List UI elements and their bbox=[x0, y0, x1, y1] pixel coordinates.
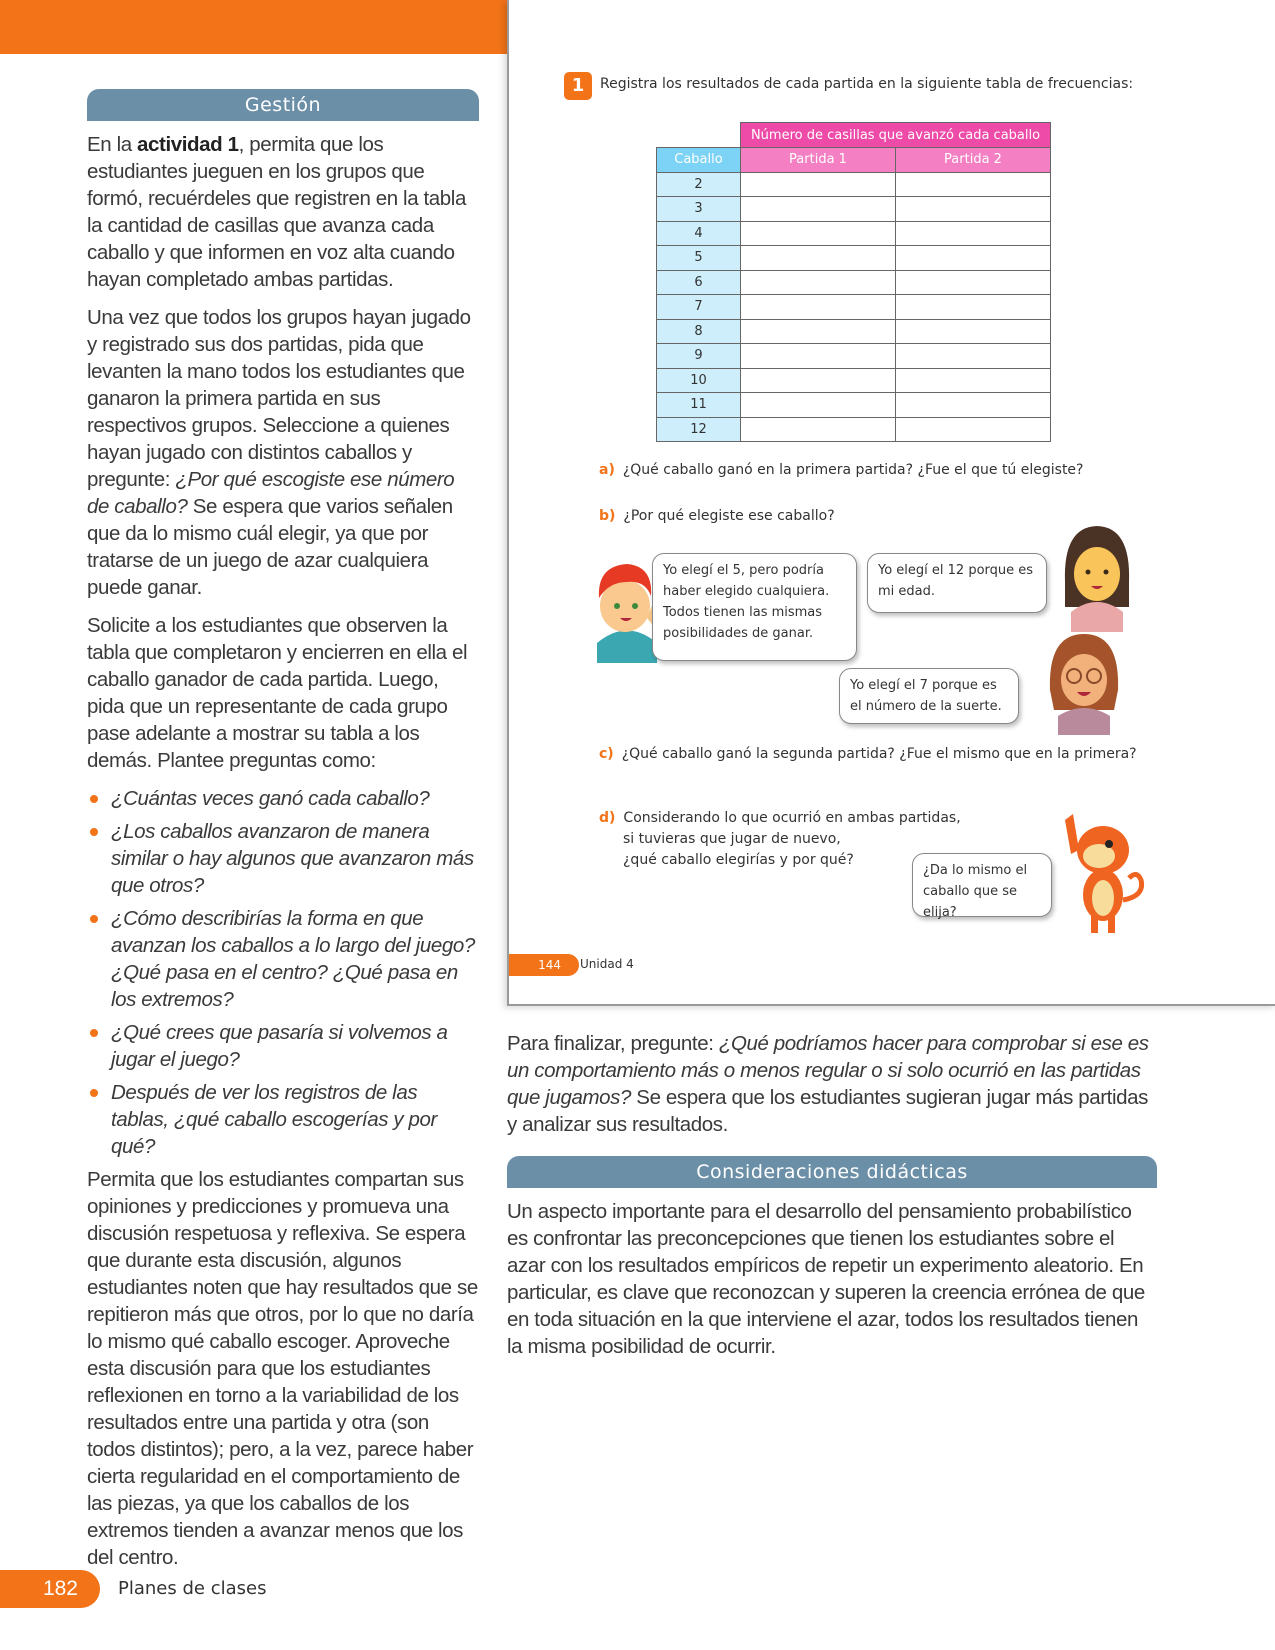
activity-reference: actividad 1 bbox=[137, 133, 239, 156]
table-row bbox=[657, 319, 1051, 344]
student-page-number bbox=[509, 954, 579, 976]
text: Para finalizar, pregunte: bbox=[507, 1032, 719, 1055]
table-row bbox=[657, 270, 1051, 295]
list-item: ¿Los caballos avanzaron de manera similar o hay algunos que avanzaron más que otros? bbox=[87, 818, 479, 899]
partida-2-cell[interactable] bbox=[896, 246, 1051, 271]
partida-2-cell[interactable] bbox=[896, 270, 1051, 295]
girl2-speech-bubble: Yo elegí el 7 porque es el número de la suerte. bbox=[839, 668, 1019, 724]
text: En la bbox=[87, 133, 138, 156]
partida-1-cell[interactable] bbox=[741, 368, 896, 393]
question-letter: c) bbox=[599, 746, 614, 762]
table-row bbox=[657, 221, 1051, 246]
list-item: ¿Cómo describirías la forma en que avanzan los caballos a lo largo del juego? ¿Qué pasa en el centro? ¿Qué pasa en los extremos? bbox=[87, 905, 479, 1013]
question-letter: a) bbox=[599, 462, 615, 478]
gestion-column bbox=[87, 89, 479, 1582]
horse-number: 5 bbox=[657, 246, 741, 271]
student-page-thumbnail bbox=[507, 0, 1275, 1006]
column-header-partida-2: Partida 2 bbox=[896, 148, 1051, 173]
closing-section bbox=[507, 1030, 1157, 1371]
question-letter: b) bbox=[599, 508, 616, 524]
question-text: ¿Por qué elegiste ese caballo? bbox=[623, 508, 835, 524]
table-corner bbox=[657, 123, 741, 148]
partida-1-cell[interactable] bbox=[741, 246, 896, 271]
list-item: ¿Qué crees que pasaría si volvemos a jugar el juego? bbox=[87, 1019, 479, 1073]
mascot-speech-bubble: ¿Da lo mismo el caballo que se elija? bbox=[912, 853, 1052, 917]
boy-speech-bubble: Yo elegí el 5, pero podría haber elegido cualquiera. Todos tienen las mismas posibilidades de ganar. bbox=[652, 553, 857, 661]
list-item: Después de ver los registros de las tablas, ¿qué caballo escogerías y por qué? bbox=[87, 1079, 479, 1160]
page-footer bbox=[0, 1570, 300, 1608]
text: Se espera que varios señalen que da lo mismo cuál elegir, ya que por tratarse de un juego de azar cualquiera puede ganar. bbox=[87, 495, 453, 599]
column-header-partida-1: Partida 1 bbox=[741, 148, 896, 173]
text: 182 bbox=[42, 1577, 78, 1600]
table-row bbox=[657, 295, 1051, 320]
horse-number: 4 bbox=[657, 221, 741, 246]
monkey-mascot-icon bbox=[1059, 810, 1149, 935]
partida-1-cell[interactable] bbox=[741, 319, 896, 344]
question-text: si tuvieras que jugar de nuevo, bbox=[623, 831, 841, 847]
horse-number: 2 bbox=[657, 172, 741, 197]
question-a bbox=[599, 462, 1083, 478]
gestion-paragraph-1 bbox=[87, 131, 479, 293]
partida-2-cell[interactable] bbox=[896, 172, 1051, 197]
partida-2-cell[interactable] bbox=[896, 319, 1051, 344]
gestion-header: Gestión bbox=[87, 89, 479, 121]
partida-1-cell[interactable] bbox=[741, 197, 896, 222]
partida-2-cell[interactable] bbox=[896, 344, 1051, 369]
page-number bbox=[0, 1570, 100, 1608]
partida-2-cell[interactable] bbox=[896, 368, 1051, 393]
activity-number-badge: 1 bbox=[564, 72, 592, 100]
partida-1-cell[interactable] bbox=[741, 172, 896, 197]
top-orange-bar bbox=[0, 0, 510, 54]
closing-paragraph bbox=[507, 1030, 1157, 1138]
gestion-paragraph-2 bbox=[87, 304, 479, 601]
table-row bbox=[657, 172, 1051, 197]
girl1-speech-bubble: Yo elegí el 12 porque es mi edad. bbox=[867, 553, 1047, 613]
question-text: ¿Qué caballo ganó la segunda partida? ¿Fue el mismo que en la primera? bbox=[621, 746, 1137, 762]
horse-number: 9 bbox=[657, 344, 741, 369]
frequency-table bbox=[656, 122, 1051, 442]
question-text: ¿Qué caballo ganó en la primera partida? ¿Fue el que tú elegiste? bbox=[622, 462, 1084, 478]
partida-2-cell[interactable] bbox=[896, 393, 1051, 418]
question-b bbox=[599, 508, 835, 524]
text: Se espera que los estudiantes sugieran jugar más partidas y analizar sus resultados. bbox=[507, 1086, 1148, 1136]
girl-with-glasses-character-icon bbox=[1044, 630, 1124, 735]
question-italic: ¿Por qué escogiste ese número de caballo? bbox=[87, 468, 455, 518]
girl-character-icon bbox=[1057, 522, 1137, 632]
consideraciones-paragraph: Un aspecto importante para el desarrollo del pensamiento probabilístico es confrontar las preconcepciones que tienen los estudiantes sobre el azar con los resultados empíricos de repetir un experimento aleatorio. En particular, es clave que reconozcan y superen la creencia errónea de que en toda situación en la que interviene el azar, todos los resultados tienen la misma posibilidad de ocurrir. bbox=[507, 1200, 1145, 1358]
table-row bbox=[657, 197, 1051, 222]
unit-label: Unidad 4 bbox=[580, 957, 634, 971]
partida-1-cell[interactable] bbox=[741, 221, 896, 246]
partida-1-cell[interactable] bbox=[741, 344, 896, 369]
horse-number: 7 bbox=[657, 295, 741, 320]
section-label: Planes de clases bbox=[118, 1578, 267, 1599]
question-text: ¿qué caballo elegirías y por qué? bbox=[623, 852, 854, 868]
question-italic: ¿Qué podríamos hacer para comprobar si ese es un comportamiento más o menos regular o si solo ocurrió en las partidas que jugamos? bbox=[507, 1032, 1149, 1109]
column-header-caballo: Caballo bbox=[657, 148, 741, 173]
list-item: ¿Cuántas veces ganó cada caballo? bbox=[87, 785, 479, 812]
gestion-paragraph-3: Solicite a los estudiantes que observen la tabla que completaron y encierren en ella el caballo ganador de cada partida. Luego, pida que un representante de cada grupo pase adelante a mostrar su tabla a los demás. Plantee preguntas como: bbox=[87, 614, 468, 772]
question-letter: d) bbox=[599, 810, 616, 826]
gestion-paragraph-4: Permita que los estudiantes compartan sus opiniones y predicciones y promueva una discusión respetuosa y reflexiva. Se espera que durante esta discusión, algunos estudiantes noten que hay resultados que se repitieron más que otros, por lo que no daría lo mismo qué caballo escoger. Aproveche esta discusión para que los estudiantes reflexionen en torno a la variabilidad de los resultados entre una partida y otra (son todos distintos); pero, a la vez, parece haber cierta regularidad en el comportamiento de las piezas, ya que los caballos de los extremos tienden a avanzar menos que los del centro. bbox=[87, 1168, 478, 1569]
partida-2-cell[interactable] bbox=[896, 197, 1051, 222]
question-c bbox=[599, 746, 1137, 762]
activity-title: Registra los resultados de cada partida en la siguiente tabla de frecuencias: bbox=[600, 76, 1134, 92]
question-text: Considerando lo que ocurrió en ambas partidas, bbox=[623, 810, 961, 826]
table-row bbox=[657, 393, 1051, 418]
text: 144 bbox=[538, 958, 561, 972]
consideraciones-header: Consideraciones didácticas bbox=[507, 1156, 1157, 1188]
horse-number: 3 bbox=[657, 197, 741, 222]
text: Una vez que todos los grupos hayan jugado y registrado sus dos partidas, pida que levanten la mano todos los estudiantes que ganaron la primera partida en sus respectivos grupos. Seleccione a quienes hayan jugado con distintos caballos y pregunte: bbox=[87, 306, 471, 491]
table-row bbox=[657, 344, 1051, 369]
partida-1-cell[interactable] bbox=[741, 270, 896, 295]
horse-number: 8 bbox=[657, 319, 741, 344]
table-span-header: Número de casillas que avanzó cada caballo bbox=[741, 123, 1051, 148]
horse-number: 11 bbox=[657, 393, 741, 418]
question-list bbox=[87, 785, 479, 1160]
question-d bbox=[599, 808, 961, 871]
partida-2-cell[interactable] bbox=[896, 295, 1051, 320]
table-row bbox=[657, 368, 1051, 393]
partida-1-cell[interactable] bbox=[741, 393, 896, 418]
partida-1-cell[interactable] bbox=[741, 295, 896, 320]
horse-number: 12 bbox=[657, 417, 741, 442]
table-row bbox=[657, 417, 1051, 442]
horse-number: 10 bbox=[657, 368, 741, 393]
partida-1-cell[interactable] bbox=[741, 417, 896, 442]
partida-2-cell[interactable] bbox=[896, 221, 1051, 246]
horse-number: 6 bbox=[657, 270, 741, 295]
table-row bbox=[657, 246, 1051, 271]
text: , permita que los estudiantes jueguen en los grupos que formó, recuérdeles que registren en la tabla la cantidad de casillas que avanza cada caballo y que informen en voz alta cuando hayan completado ambas partidas. bbox=[87, 133, 466, 291]
partida-2-cell[interactable] bbox=[896, 417, 1051, 442]
